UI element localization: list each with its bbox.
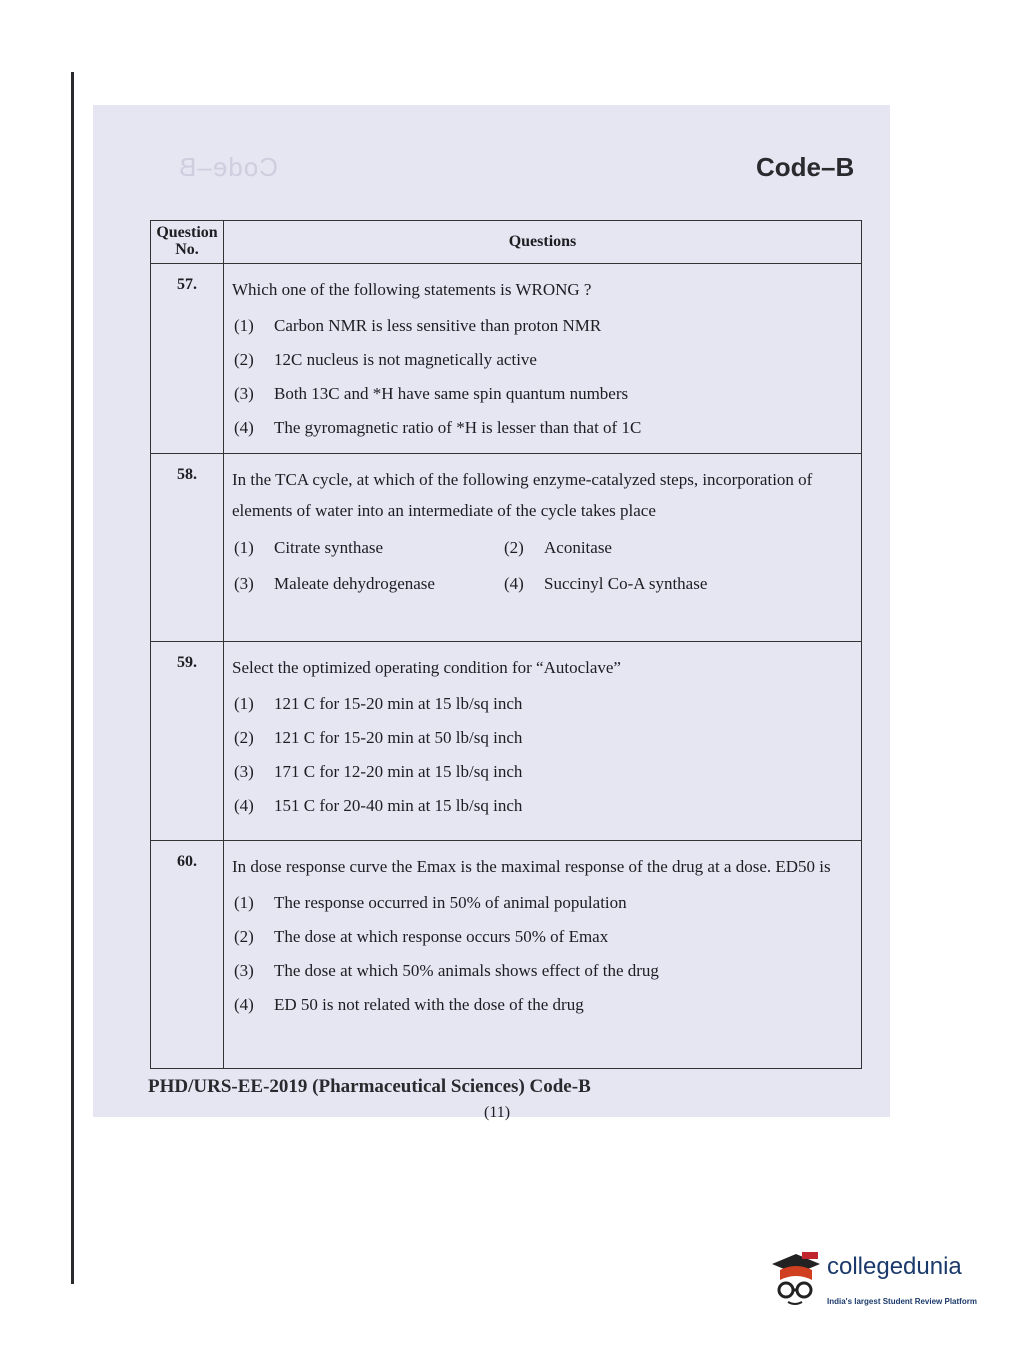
option — [502, 566, 772, 602]
option-number: (3) — [234, 762, 254, 781]
option-pair — [232, 530, 853, 566]
page-number: (11) — [484, 1104, 511, 1121]
table-header-row — [151, 221, 862, 264]
option-text: 121 C for 15-20 min at 15 lb/sq inch — [274, 694, 523, 713]
option — [232, 721, 853, 755]
option-number: (1) — [234, 538, 254, 557]
option-text: 171 C for 12-20 min at 15 lb/sq inch — [274, 762, 523, 781]
option-number: (2) — [234, 728, 254, 747]
question-row — [151, 264, 862, 454]
option — [232, 343, 853, 377]
exam-footer: PHD/URS-EE-2019 (Pharmaceutical Sciences) Code-B — [148, 1076, 591, 1097]
column-header-question-no: Question No. — [151, 221, 224, 264]
bleed-through-text: Code–B — [178, 152, 278, 182]
question-stem: In dose response curve the Emax is the maximal response of the drug at a dose. ED50 is — [232, 857, 831, 876]
questions-table — [150, 220, 862, 1069]
option-number: (1) — [234, 694, 254, 713]
option — [232, 411, 853, 445]
option-text: Citrate synthase — [274, 538, 384, 557]
question-number: 57. — [151, 264, 224, 454]
option-text: Aconitase — [544, 538, 612, 557]
option — [232, 530, 502, 566]
option — [232, 954, 853, 988]
option-text: The response occurred in 50% of animal population — [274, 893, 627, 912]
option-text: Maleate dehydrogenase — [274, 574, 435, 593]
option — [232, 687, 853, 721]
option-number: (1) — [234, 316, 254, 335]
question-stem: Select the optimized operating condition for “Autoclave” — [232, 658, 621, 677]
option-number: (2) — [504, 538, 524, 557]
code-heading: Code–B — [756, 152, 855, 182]
question-body — [224, 454, 862, 642]
option-number: (3) — [234, 961, 254, 980]
option — [232, 566, 502, 602]
question-row — [151, 841, 862, 1069]
option-number: (4) — [234, 796, 254, 815]
student-cap-glasses-icon — [766, 1250, 824, 1308]
option — [232, 755, 853, 789]
option-number: (4) — [234, 418, 254, 437]
option-text: Carbon NMR is less sensitive than proton NMR — [274, 316, 602, 335]
question-row — [151, 642, 862, 841]
option-number: (1) — [234, 893, 254, 912]
question-stem: In the TCA cycle, at which of the following enzyme-catalyzed steps, incorporation of elements of water into an intermediate of the cycle takes place — [232, 470, 813, 520]
question-number: 58. — [151, 454, 224, 642]
option-text: 12C nucleus is not magnetically active — [274, 350, 537, 369]
option-text: 151 C for 20-40 min at 15 lb/sq inch — [274, 796, 523, 815]
option-number: (3) — [234, 574, 254, 593]
option — [502, 530, 772, 566]
option-number: (4) — [504, 574, 524, 593]
option-text: The dose at which 50% animals shows effect of the drug — [274, 961, 659, 980]
option — [232, 886, 853, 920]
option — [232, 789, 853, 823]
page-edge-rule — [71, 72, 74, 1284]
logo-tagline: India's largest Student Review Platform — [827, 1297, 977, 1306]
option-number: (4) — [234, 995, 254, 1014]
option-text: The gyromagnetic ratio of *H is lesser than that of 1C — [274, 418, 642, 437]
logo-wordmark: collegedunia — [827, 1253, 962, 1280]
option-number: (2) — [234, 350, 254, 369]
option-number: (3) — [234, 384, 254, 403]
option-text: The dose at which response occurs 50% of Emax — [274, 927, 609, 946]
column-header-questions: Questions — [224, 221, 862, 264]
option — [232, 920, 853, 954]
question-stem: Which one of the following statements is WRONG ? — [232, 280, 592, 299]
question-body — [224, 264, 862, 454]
option — [232, 988, 853, 1022]
option-text: ED 50 is not related with the dose of the drug — [274, 995, 584, 1014]
option-text: Succinyl Co-A synthase — [544, 574, 708, 593]
option — [232, 309, 853, 343]
question-body — [224, 642, 862, 841]
option — [232, 377, 853, 411]
question-number: 60. — [151, 841, 224, 1069]
option-text: 121 C for 15-20 min at 50 lb/sq inch — [274, 728, 523, 747]
collegedunia-logo[interactable] — [766, 1248, 996, 1318]
option-number: (2) — [234, 927, 254, 946]
question-row — [151, 454, 862, 642]
question-body — [224, 841, 862, 1069]
option-text: Both 13C and *H have same spin quantum numbers — [274, 384, 629, 403]
question-number: 59. — [151, 642, 224, 841]
option-pair — [232, 566, 853, 602]
